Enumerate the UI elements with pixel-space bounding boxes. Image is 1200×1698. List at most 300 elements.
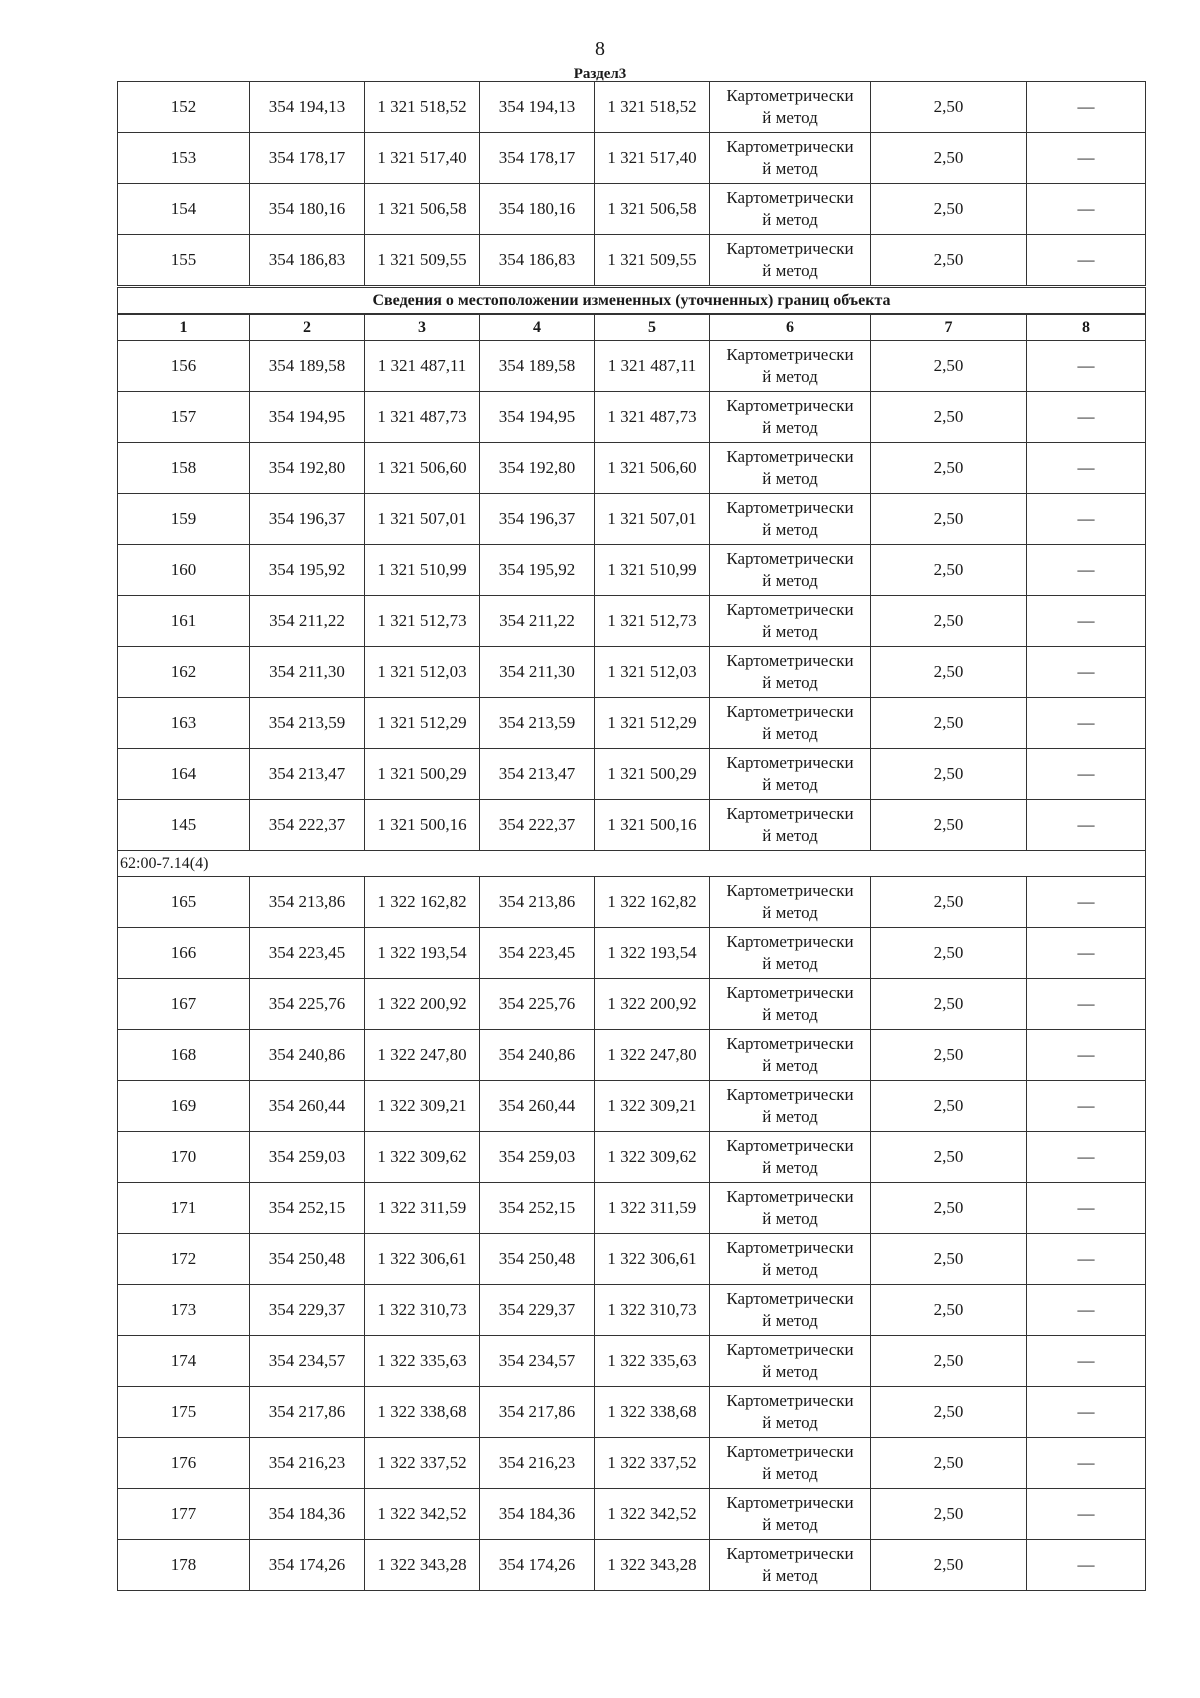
method-line: Картометрически	[726, 1136, 854, 1155]
coord-y-existing: 1 322 338,68	[365, 1387, 480, 1438]
coord-y-existing: 1 321 500,29	[365, 749, 480, 800]
coord-y-existing: 1 322 162,82	[365, 877, 480, 928]
accuracy: 2,50	[871, 647, 1027, 698]
coord-x-new: 354 252,15	[480, 1183, 595, 1234]
coord-y-new: 1 321 507,01	[595, 494, 710, 545]
point-description: —	[1027, 443, 1146, 494]
table-row	[118, 1438, 1146, 1489]
method-line: й метод	[762, 775, 818, 794]
method-line: й метод	[762, 622, 818, 641]
method-cell	[710, 647, 871, 698]
method-line: Картометрически	[726, 702, 854, 721]
coord-y-existing: 1 321 487,73	[365, 392, 480, 443]
method-line: Картометрически	[726, 804, 854, 823]
coord-y-new: 1 321 506,58	[595, 184, 710, 235]
point-number: 154	[118, 184, 250, 235]
method-line: й метод	[762, 1515, 818, 1534]
method-cell	[710, 749, 871, 800]
coord-y-existing: 1 322 247,80	[365, 1030, 480, 1081]
method-cell	[710, 1030, 871, 1081]
method-cell	[710, 1081, 871, 1132]
point-number: 176	[118, 1438, 250, 1489]
coord-x-existing: 354 225,76	[250, 979, 365, 1030]
coord-y-existing: 1 322 309,62	[365, 1132, 480, 1183]
method-line: Картометрически	[726, 753, 854, 772]
coord-y-new: 1 322 311,59	[595, 1183, 710, 1234]
column-number: 2	[250, 314, 365, 341]
coord-x-new: 354 259,03	[480, 1132, 595, 1183]
method-line: й метод	[762, 1260, 818, 1279]
coord-y-new: 1 322 343,28	[595, 1540, 710, 1591]
coord-y-existing: 1 321 510,99	[365, 545, 480, 596]
table-row	[118, 82, 1146, 133]
coord-y-new: 1 321 512,73	[595, 596, 710, 647]
table-row	[118, 494, 1146, 545]
point-number: 163	[118, 698, 250, 749]
method-line: й метод	[762, 903, 818, 922]
table-row	[118, 1540, 1146, 1591]
method-line: Картометрически	[726, 447, 854, 466]
coord-x-new: 354 174,26	[480, 1540, 595, 1591]
point-description: —	[1027, 545, 1146, 596]
method-cell	[710, 235, 871, 287]
coord-y-existing: 1 322 309,21	[365, 1081, 480, 1132]
coord-x-existing: 354 211,22	[250, 596, 365, 647]
column-number: 7	[871, 314, 1027, 341]
coord-y-new: 1 322 193,54	[595, 928, 710, 979]
table-row	[118, 443, 1146, 494]
method-line: й метод	[762, 1566, 818, 1585]
coord-x-new: 354 216,23	[480, 1438, 595, 1489]
coord-y-new: 1 321 509,55	[595, 235, 710, 287]
coord-y-new: 1 322 309,21	[595, 1081, 710, 1132]
point-description: —	[1027, 1285, 1146, 1336]
point-number: 171	[118, 1183, 250, 1234]
coord-x-existing: 354 180,16	[250, 184, 365, 235]
coord-x-existing: 354 213,59	[250, 698, 365, 749]
method-line: Картометрически	[726, 1085, 854, 1104]
accuracy: 2,50	[871, 1030, 1027, 1081]
method-line: Картометрически	[726, 1238, 854, 1257]
coord-y-new: 1 321 512,03	[595, 647, 710, 698]
method-cell	[710, 596, 871, 647]
table-row	[118, 928, 1146, 979]
point-description: —	[1027, 800, 1146, 851]
column-number: 1	[118, 314, 250, 341]
coord-y-new: 1 321 517,40	[595, 133, 710, 184]
coord-x-existing: 354 178,17	[250, 133, 365, 184]
coord-x-existing: 354 213,47	[250, 749, 365, 800]
point-description: —	[1027, 494, 1146, 545]
coord-x-new: 354 186,83	[480, 235, 595, 287]
section-title: Раздел3	[573, 66, 627, 82]
coord-y-new: 1 322 335,63	[595, 1336, 710, 1387]
point-description: —	[1027, 82, 1146, 133]
point-description: —	[1027, 1438, 1146, 1489]
coord-y-existing: 1 321 512,03	[365, 647, 480, 698]
method-cell	[710, 928, 871, 979]
point-number: 152	[118, 82, 250, 133]
coord-x-existing: 354 195,92	[250, 545, 365, 596]
coord-y-existing: 1 322 342,52	[365, 1489, 480, 1540]
coord-x-new: 354 222,37	[480, 800, 595, 851]
method-line: Картометрически	[726, 983, 854, 1002]
coord-x-existing: 354 260,44	[250, 1081, 365, 1132]
point-number: 166	[118, 928, 250, 979]
coord-x-existing: 354 192,80	[250, 443, 365, 494]
point-number: 159	[118, 494, 250, 545]
method-line: Картометрически	[726, 1289, 854, 1308]
point-number: 162	[118, 647, 250, 698]
coord-x-existing: 354 252,15	[250, 1183, 365, 1234]
coord-x-existing: 354 234,57	[250, 1336, 365, 1387]
table-row	[118, 698, 1146, 749]
column-number: 5	[595, 314, 710, 341]
accuracy: 2,50	[871, 1540, 1027, 1591]
coord-y-existing: 1 321 517,40	[365, 133, 480, 184]
method-line: Картометрически	[726, 1187, 854, 1206]
coord-x-existing: 354 211,30	[250, 647, 365, 698]
coord-y-existing: 1 321 487,11	[365, 341, 480, 392]
coord-x-existing: 354 259,03	[250, 1132, 365, 1183]
method-line: й метод	[762, 1107, 818, 1126]
accuracy: 2,50	[871, 133, 1027, 184]
coord-y-new: 1 322 306,61	[595, 1234, 710, 1285]
table-row	[118, 133, 1146, 184]
point-description: —	[1027, 698, 1146, 749]
method-line: й метод	[762, 261, 818, 280]
method-cell	[710, 1183, 871, 1234]
point-number: 157	[118, 392, 250, 443]
accuracy: 2,50	[871, 1336, 1027, 1387]
coord-x-existing: 354 223,45	[250, 928, 365, 979]
coord-x-existing: 354 250,48	[250, 1234, 365, 1285]
method-line: Картометрически	[726, 188, 854, 207]
method-line: й метод	[762, 1005, 818, 1024]
point-number: 160	[118, 545, 250, 596]
method-cell	[710, 341, 871, 392]
method-line: Картометрически	[726, 881, 854, 900]
coord-x-new: 354 225,76	[480, 979, 595, 1030]
point-number: 153	[118, 133, 250, 184]
coord-y-existing: 1 321 506,58	[365, 184, 480, 235]
point-description: —	[1027, 1234, 1146, 1285]
method-line: й метод	[762, 571, 818, 590]
method-line: й метод	[762, 520, 818, 539]
coord-x-existing: 354 174,26	[250, 1540, 365, 1591]
point-description: —	[1027, 1132, 1146, 1183]
column-number: 8	[1027, 314, 1146, 341]
coord-x-existing: 354 222,37	[250, 800, 365, 851]
coord-x-existing: 354 194,13	[250, 82, 365, 133]
accuracy: 2,50	[871, 1234, 1027, 1285]
page-number: 8	[595, 38, 605, 60]
coord-x-new: 354 195,92	[480, 545, 595, 596]
method-cell	[710, 545, 871, 596]
point-description: —	[1027, 1540, 1146, 1591]
point-number: 168	[118, 1030, 250, 1081]
accuracy: 2,50	[871, 1489, 1027, 1540]
coord-y-existing: 1 322 343,28	[365, 1540, 480, 1591]
accuracy: 2,50	[871, 1285, 1027, 1336]
cadastral-label: 62:00-7.14(4)	[118, 851, 1146, 877]
point-description: —	[1027, 1336, 1146, 1387]
coord-y-existing: 1 322 200,92	[365, 979, 480, 1030]
table-row	[118, 1030, 1146, 1081]
accuracy: 2,50	[871, 392, 1027, 443]
coord-x-new: 354 192,80	[480, 443, 595, 494]
method-cell	[710, 1132, 871, 1183]
coord-x-existing: 354 217,86	[250, 1387, 365, 1438]
heading-row	[118, 287, 1146, 315]
method-line: й метод	[762, 1056, 818, 1075]
coord-y-new: 1 321 512,29	[595, 698, 710, 749]
coord-y-new: 1 322 247,80	[595, 1030, 710, 1081]
method-line: й метод	[762, 1464, 818, 1483]
coord-x-existing: 354 229,37	[250, 1285, 365, 1336]
accuracy: 2,50	[871, 1438, 1027, 1489]
coord-x-new: 354 194,13	[480, 82, 595, 133]
coord-y-new: 1 322 310,73	[595, 1285, 710, 1336]
table-row	[118, 545, 1146, 596]
accuracy: 2,50	[871, 1081, 1027, 1132]
coord-y-new: 1 321 500,16	[595, 800, 710, 851]
coord-x-new: 354 213,47	[480, 749, 595, 800]
method-line: Картометрически	[726, 498, 854, 517]
coord-y-new: 1 322 342,52	[595, 1489, 710, 1540]
method-line: й метод	[762, 826, 818, 845]
coord-x-new: 354 229,37	[480, 1285, 595, 1336]
coord-y-new: 1 321 510,99	[595, 545, 710, 596]
point-number: 156	[118, 341, 250, 392]
table-row	[118, 877, 1146, 928]
point-number: 170	[118, 1132, 250, 1183]
coord-y-new: 1 321 487,73	[595, 392, 710, 443]
method-cell	[710, 1285, 871, 1336]
method-line: Картометрически	[726, 932, 854, 951]
method-line: й метод	[762, 418, 818, 437]
method-line: Картометрически	[726, 1391, 854, 1410]
method-line: й метод	[762, 367, 818, 386]
accuracy: 2,50	[871, 979, 1027, 1030]
coord-x-new: 354 240,86	[480, 1030, 595, 1081]
accuracy: 2,50	[871, 928, 1027, 979]
table-row	[118, 596, 1146, 647]
method-line: Картометрически	[726, 86, 854, 105]
table-row	[118, 235, 1146, 287]
point-number: 158	[118, 443, 250, 494]
coord-y-existing: 1 322 306,61	[365, 1234, 480, 1285]
accuracy: 2,50	[871, 184, 1027, 235]
method-line: Картометрически	[726, 137, 854, 156]
accuracy: 2,50	[871, 1183, 1027, 1234]
method-cell	[710, 443, 871, 494]
accuracy: 2,50	[871, 596, 1027, 647]
accuracy: 2,50	[871, 800, 1027, 851]
method-line: й метод	[762, 1413, 818, 1432]
table-row	[118, 1132, 1146, 1183]
method-line: Картометрически	[726, 345, 854, 364]
method-line: Картометрически	[726, 1493, 854, 1512]
coord-x-existing: 354 216,23	[250, 1438, 365, 1489]
point-number: 164	[118, 749, 250, 800]
accuracy: 2,50	[871, 698, 1027, 749]
table-row	[118, 979, 1146, 1030]
method-line: й метод	[762, 1362, 818, 1381]
method-line: й метод	[762, 673, 818, 692]
table-row	[118, 647, 1146, 698]
coord-y-existing: 1 322 310,73	[365, 1285, 480, 1336]
coord-y-existing: 1 321 518,52	[365, 82, 480, 133]
coord-x-new: 354 211,30	[480, 647, 595, 698]
method-line: й метод	[762, 1311, 818, 1330]
table-row	[118, 1387, 1146, 1438]
point-description: —	[1027, 392, 1146, 443]
coord-y-existing: 1 321 512,73	[365, 596, 480, 647]
method-cell	[710, 1336, 871, 1387]
coord-x-new: 354 189,58	[480, 341, 595, 392]
coord-y-existing: 1 322 335,63	[365, 1336, 480, 1387]
table-row	[118, 341, 1146, 392]
coord-x-new: 354 213,59	[480, 698, 595, 749]
coord-y-new: 1 321 506,60	[595, 443, 710, 494]
method-line: Картометрически	[726, 1340, 854, 1359]
coord-y-new: 1 322 337,52	[595, 1438, 710, 1489]
column-number: 4	[480, 314, 595, 341]
coord-x-existing: 354 196,37	[250, 494, 365, 545]
coord-y-new: 1 321 518,52	[595, 82, 710, 133]
point-description: —	[1027, 749, 1146, 800]
coord-x-new: 354 196,37	[480, 494, 595, 545]
accuracy: 2,50	[871, 235, 1027, 287]
coord-x-existing: 354 194,95	[250, 392, 365, 443]
accuracy: 2,50	[871, 877, 1027, 928]
coord-x-new: 354 260,44	[480, 1081, 595, 1132]
point-number: 167	[118, 979, 250, 1030]
point-number: 174	[118, 1336, 250, 1387]
point-description: —	[1027, 596, 1146, 647]
method-line: й метод	[762, 108, 818, 127]
coord-y-new: 1 322 162,82	[595, 877, 710, 928]
point-description: —	[1027, 1489, 1146, 1540]
coord-y-new: 1 322 200,92	[595, 979, 710, 1030]
coord-y-existing: 1 321 509,55	[365, 235, 480, 287]
method-cell	[710, 184, 871, 235]
method-line: й метод	[762, 1209, 818, 1228]
accuracy: 2,50	[871, 1132, 1027, 1183]
table-row	[118, 800, 1146, 851]
method-cell	[710, 392, 871, 443]
coord-x-new: 354 213,86	[480, 877, 595, 928]
method-line: Картометрически	[726, 651, 854, 670]
coord-y-existing: 1 321 512,29	[365, 698, 480, 749]
column-number-row	[118, 314, 1146, 341]
coord-x-existing: 354 184,36	[250, 1489, 365, 1540]
coord-x-new: 354 217,86	[480, 1387, 595, 1438]
point-number: 169	[118, 1081, 250, 1132]
point-number: 172	[118, 1234, 250, 1285]
point-description: —	[1027, 235, 1146, 287]
method-cell	[710, 979, 871, 1030]
method-cell	[710, 133, 871, 184]
method-line: Картометрически	[726, 396, 854, 415]
section-heading: Сведения о местоположении измененных (уточненных) границ объекта	[118, 287, 1146, 315]
coord-x-existing: 354 189,58	[250, 341, 365, 392]
coord-y-new: 1 322 338,68	[595, 1387, 710, 1438]
method-cell	[710, 1540, 871, 1591]
method-line: й метод	[762, 1158, 818, 1177]
method-line: й метод	[762, 210, 818, 229]
point-description: —	[1027, 1030, 1146, 1081]
point-number: 175	[118, 1387, 250, 1438]
method-line: Картометрически	[726, 549, 854, 568]
point-description: —	[1027, 647, 1146, 698]
method-cell	[710, 800, 871, 851]
method-cell	[710, 1489, 871, 1540]
accuracy: 2,50	[871, 82, 1027, 133]
point-description: —	[1027, 1183, 1146, 1234]
coord-x-new: 354 234,57	[480, 1336, 595, 1387]
point-description: —	[1027, 1081, 1146, 1132]
method-line: й метод	[762, 469, 818, 488]
table-row	[118, 1285, 1146, 1336]
coord-y-existing: 1 321 506,60	[365, 443, 480, 494]
accuracy: 2,50	[871, 1387, 1027, 1438]
point-description: —	[1027, 979, 1146, 1030]
method-line: й метод	[762, 954, 818, 973]
method-line: й метод	[762, 159, 818, 178]
coord-x-existing: 354 186,83	[250, 235, 365, 287]
coord-y-new: 1 321 487,11	[595, 341, 710, 392]
table-row	[118, 1183, 1146, 1234]
cadastral-row	[118, 851, 1146, 877]
coordinates-table	[117, 81, 1146, 1591]
coord-y-new: 1 322 309,62	[595, 1132, 710, 1183]
accuracy: 2,50	[871, 443, 1027, 494]
table-row	[118, 1336, 1146, 1387]
coord-x-existing: 354 240,86	[250, 1030, 365, 1081]
table-row	[118, 1234, 1146, 1285]
point-description: —	[1027, 133, 1146, 184]
point-description: —	[1027, 928, 1146, 979]
point-number: 173	[118, 1285, 250, 1336]
coord-x-new: 354 194,95	[480, 392, 595, 443]
column-number: 6	[710, 314, 871, 341]
coord-x-existing: 354 213,86	[250, 877, 365, 928]
method-line: й метод	[762, 724, 818, 743]
coord-x-new: 354 250,48	[480, 1234, 595, 1285]
coord-y-existing: 1 322 311,59	[365, 1183, 480, 1234]
accuracy: 2,50	[871, 341, 1027, 392]
point-description: —	[1027, 1387, 1146, 1438]
method-cell	[710, 1438, 871, 1489]
method-line: Картометрически	[726, 600, 854, 619]
point-number: 177	[118, 1489, 250, 1540]
table-row	[118, 1489, 1146, 1540]
point-number: 165	[118, 877, 250, 928]
point-description: —	[1027, 341, 1146, 392]
accuracy: 2,50	[871, 494, 1027, 545]
point-number: 178	[118, 1540, 250, 1591]
method-cell	[710, 698, 871, 749]
coord-x-new: 354 184,36	[480, 1489, 595, 1540]
coord-y-new: 1 321 500,29	[595, 749, 710, 800]
table-row	[118, 392, 1146, 443]
table-row	[118, 749, 1146, 800]
coord-x-new: 354 178,17	[480, 133, 595, 184]
coord-x-new: 354 211,22	[480, 596, 595, 647]
method-cell	[710, 1234, 871, 1285]
